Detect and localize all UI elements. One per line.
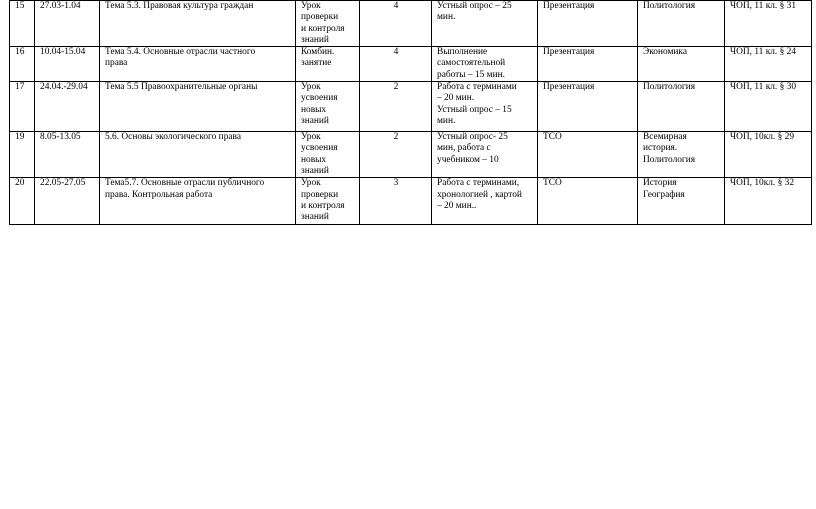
- table-row: [10, 1, 812, 47]
- teaching-tools-cell: ТСО: [538, 132, 638, 178]
- lesson-number-cell: 19: [10, 132, 35, 178]
- control-form-cell: [432, 132, 538, 178]
- lesson-type-cell-line: Урок проверки: [301, 1, 339, 23]
- lesson-type-cell: [296, 82, 360, 132]
- lesson-type-cell-line: занятие: [301, 58, 332, 69]
- teaching-tools-cell: Презентация: [538, 82, 638, 132]
- date-range-cell: 8.05-13.05: [35, 132, 100, 178]
- lesson-type-cell: [296, 47, 360, 82]
- topic-cell: [100, 178, 296, 224]
- interdisciplinary-links-cell: [638, 1, 725, 47]
- interdisciplinary-links-cell-line: Политология: [643, 82, 696, 93]
- table-row: [10, 178, 812, 224]
- interdisciplinary-links-cell-line: Экономика: [643, 47, 688, 58]
- topic-cell-line: Тема 5.3. Правовая культура граждан: [105, 1, 254, 11]
- table-row: [10, 132, 812, 178]
- lesson-type-cell-line: и контроля: [301, 23, 345, 34]
- hours-cell: 4: [360, 1, 432, 47]
- lesson-number-cell: 17: [10, 82, 35, 132]
- homework-cell: ЧОП, 11 кл. § 30: [725, 82, 812, 132]
- lesson-type-cell-line: и контроля: [301, 200, 345, 211]
- date-range-cell: 10.04-15.04: [35, 47, 100, 82]
- control-form-cell-line: Устный опрос- 25: [437, 132, 508, 143]
- homework-cell: ЧОП, 10кл. § 32: [725, 178, 812, 224]
- control-form-cell-line: учебником – 10: [437, 154, 499, 165]
- homework-cell: ЧОП, 11 кл. § 31: [725, 1, 812, 47]
- control-form-cell-line: мин.: [437, 116, 456, 127]
- control-form-cell: [432, 82, 538, 132]
- lesson-number-cell: 16: [10, 47, 35, 82]
- hours-cell: 2: [360, 132, 432, 178]
- lesson-number-cell: 20: [10, 178, 35, 224]
- control-form-cell-line: Устный опрос – 15: [437, 104, 512, 115]
- topic-cell: [100, 132, 296, 178]
- topic-cell: [100, 82, 296, 132]
- interdisciplinary-links-cell: [638, 132, 725, 178]
- interdisciplinary-links-cell-line: история.: [643, 143, 678, 154]
- lesson-type-cell-line: новых знаний: [301, 154, 329, 177]
- table-body: [10, 1, 812, 225]
- interdisciplinary-links-cell: [638, 178, 725, 224]
- topic-cell-line: права. Контрольная работа: [105, 189, 213, 200]
- topic-cell: [100, 47, 296, 82]
- teaching-tools-cell: Презентация: [538, 1, 638, 47]
- interdisciplinary-links-cell-line: Политология: [643, 154, 696, 165]
- control-form-cell-line: Работа с терминами,: [437, 178, 520, 189]
- control-form-cell-line: мин, работа с: [437, 143, 491, 154]
- lesson-type-cell: [296, 132, 360, 178]
- lesson-type-cell-line: новых знаний: [301, 104, 329, 127]
- lesson-number-cell: 15: [10, 1, 35, 47]
- date-range-cell: 27.03-1.04: [35, 1, 100, 47]
- homework-cell: ЧОП, 11 кл. § 24: [725, 47, 812, 82]
- lesson-type-cell-line: Урок усвоения: [301, 82, 338, 104]
- date-range-cell: 22.05-27.05: [35, 178, 100, 224]
- control-form-cell-line: Выполнение: [437, 47, 488, 58]
- topic-cell-line: Тема 5.5 Правоохранительные органы: [105, 82, 258, 93]
- control-form-cell-line: – 20 мин.: [437, 93, 475, 104]
- interdisciplinary-links-cell-line: История: [643, 178, 677, 189]
- control-form-cell: [432, 47, 538, 82]
- control-form-cell-line: – 20 мин..: [437, 200, 477, 211]
- interdisciplinary-links-cell-line: Всемирная: [643, 132, 687, 143]
- topic-cell-line: Тема 5.4. Основные отрасли частного: [105, 47, 256, 58]
- lesson-plan-table: [9, 0, 812, 225]
- control-form-cell-line: Работа с терминами: [437, 82, 517, 93]
- lesson-type-cell: [296, 178, 360, 224]
- interdisciplinary-links-cell-line: География: [643, 189, 685, 200]
- lesson-plan-sheet: [9, 0, 811, 225]
- lesson-type-cell-line: Урок проверки: [301, 178, 339, 200]
- table-row: [10, 47, 812, 82]
- lesson-type-cell-line: знаний: [301, 34, 329, 45]
- control-form-cell-line: Устный опрос – 25: [437, 1, 512, 11]
- hours-cell: 3: [360, 178, 432, 224]
- lesson-type-cell-line: Комбин.: [301, 47, 335, 58]
- teaching-tools-cell: Презентация: [538, 47, 638, 82]
- control-form-cell-line: работы – 15 мин.: [437, 69, 505, 80]
- lesson-type-cell-line: знаний: [301, 212, 329, 223]
- teaching-tools-cell: ТСО: [538, 178, 638, 224]
- homework-cell: ЧОП, 10кл. § 29: [725, 132, 812, 178]
- topic-cell-line: Тема5.7. Основные отрасли публичного: [105, 178, 265, 189]
- lesson-type-cell: [296, 1, 360, 47]
- topic-cell-line: 5.6. Основы экологического права: [105, 132, 242, 143]
- interdisciplinary-links-cell: [638, 47, 725, 82]
- topic-cell-line: права: [105, 58, 128, 69]
- lesson-type-cell-line: Урок усвоения: [301, 132, 338, 154]
- control-form-cell: [432, 1, 538, 47]
- hours-cell: 4: [360, 47, 432, 82]
- control-form-cell: [432, 178, 538, 224]
- interdisciplinary-links-cell: [638, 82, 725, 132]
- interdisciplinary-links-cell-line: Политология: [643, 1, 696, 11]
- table-row: [10, 82, 812, 132]
- topic-cell: [100, 1, 296, 47]
- control-form-cell-line: хронологией , картой: [437, 189, 522, 200]
- date-range-cell: 24.04.-29.04: [35, 82, 100, 132]
- hours-cell: 2: [360, 82, 432, 132]
- control-form-cell-line: мин.: [437, 12, 456, 23]
- control-form-cell-line: самостоятельной: [437, 58, 506, 69]
